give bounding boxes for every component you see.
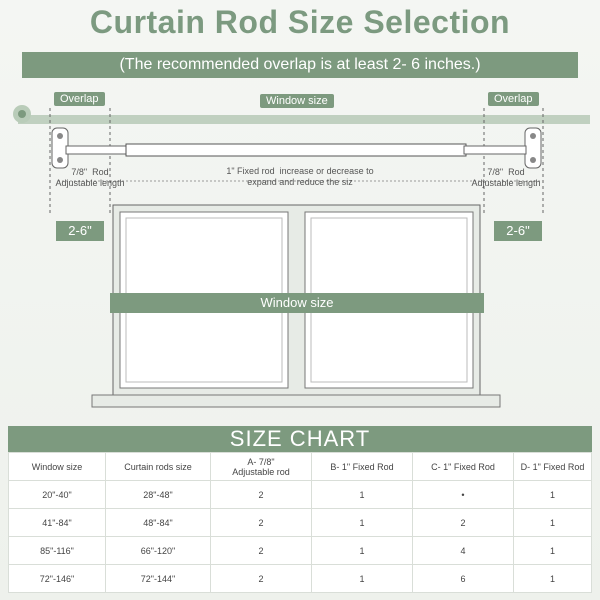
table-cell: 1 [312, 537, 413, 565]
window-size-top-label: Window size [260, 94, 334, 108]
table-cell: 6 [413, 565, 514, 593]
table-cell: 2 [211, 509, 312, 537]
window-size-band: Window size [110, 293, 484, 313]
table-cell: 1 [514, 509, 592, 537]
table-cell: • [413, 481, 514, 509]
left-adjustable-rod [66, 146, 128, 154]
table-cell: 2 [211, 537, 312, 565]
right-rod-label: 7/8" Rod Adjustable length [471, 167, 541, 188]
table-row [9, 481, 592, 509]
right-adjustable-rod [464, 146, 526, 154]
table-row [9, 565, 592, 593]
left-rod-label: 7/8" Rod Adjustable length [55, 167, 125, 188]
table-row [9, 509, 592, 537]
table-cell: 1 [514, 537, 592, 565]
size-chart-table [8, 452, 592, 593]
header-adjustable-rod: A- 7/8" Adjustable rod [211, 453, 312, 481]
table-cell: 41"-84" [9, 509, 106, 537]
table-cell: 1 [312, 481, 413, 509]
rod-illustration [0, 86, 600, 416]
rod-diagram [0, 86, 600, 416]
fixed-rod [126, 144, 466, 156]
header-c-fixed-rod: C- 1" Fixed Rod [413, 453, 514, 481]
overlap-right-label: Overlap [488, 92, 539, 106]
header-b-fixed-rod: B- 1" Fixed Rod [312, 453, 413, 481]
overlap-banner: (The recommended overlap is at least 2- 6 inches.) [22, 52, 578, 78]
table-cell: 2 [211, 565, 312, 593]
table-row [9, 537, 592, 565]
tape-measure [18, 115, 590, 124]
right-bracket [525, 128, 541, 168]
page-title: Curtain Rod Size Selection [89, 4, 511, 40]
fixed-rod-label: 1" Fixed rod increase or decrease to expand and reduce the siz [226, 166, 374, 187]
size-chart-title: SIZE CHART [8, 426, 592, 452]
table-cell: 1 [312, 509, 413, 537]
table-cell: 66"-120" [106, 537, 211, 565]
table-cell: 4 [413, 537, 514, 565]
right-overlap-tag: 2-6" [494, 221, 542, 241]
table-cell: 72"-146" [9, 565, 106, 593]
table-cell: 48"-84" [106, 509, 211, 537]
table-header-row [9, 453, 592, 481]
table-cell: 2 [211, 481, 312, 509]
left-overlap-tag: 2-6" [56, 221, 104, 241]
table-cell: 72"-144" [106, 565, 211, 593]
header-window-size: Window size [9, 453, 106, 481]
table-cell: 20"-40" [9, 481, 106, 509]
table-cell: 1 [514, 565, 592, 593]
overlap-left-label: Overlap [54, 92, 105, 106]
tape-measure-end-icon [13, 105, 31, 123]
table-cell: 1 [514, 481, 592, 509]
header-d-fixed-rod: D- 1" Fixed Rod [514, 453, 592, 481]
table-cell: 1 [312, 565, 413, 593]
table-cell: 85"-116" [9, 537, 106, 565]
header-curtain-rods-size: Curtain rods size [106, 453, 211, 481]
table-cell: 2 [413, 509, 514, 537]
table-cell: 28"-48" [106, 481, 211, 509]
